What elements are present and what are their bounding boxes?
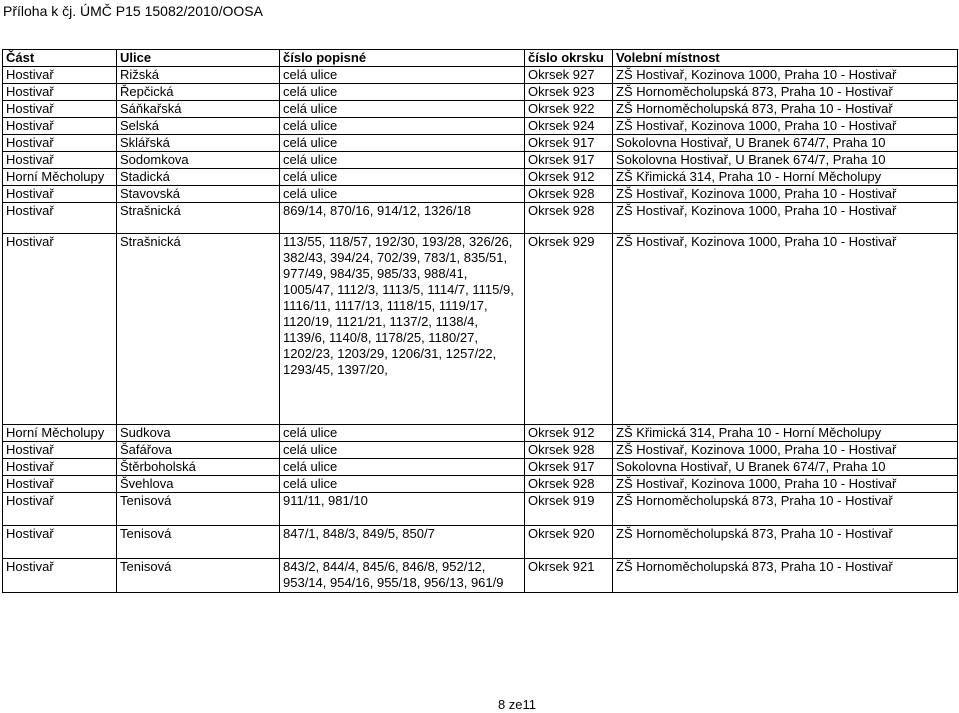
cell-volebni-mistnost: ZŠ Křimická 314, Praha 10 - Horní Měcholupy [613,425,958,442]
cell-cislo-okrsku: Okrsek 923 [525,84,613,101]
cell-cislo-okrsku: Okrsek 929 [525,234,613,425]
table-row [3,493,958,526]
cell-cast: Hostivař [3,186,117,203]
cell-cislo-popisne: celá ulice [280,476,525,493]
table-row [3,203,958,234]
table-row [3,135,958,152]
table-row [3,67,958,84]
cell-volebni-mistnost: ZŠ Hornoměcholupská 873, Praha 10 - Hostivař [613,526,958,559]
cell-ulice: Selská [117,118,280,135]
document-title: Příloha k čj. ÚMČ P15 15082/2010/OOSA [3,3,263,19]
polling-district-table [2,49,958,593]
table-row [3,559,958,593]
cell-cislo-okrsku: Okrsek 919 [525,493,613,526]
table-header-row [3,50,958,67]
cell-volebni-mistnost: Sokolovna Hostivař, U Branek 674/7, Praha 10 [613,152,958,169]
cell-cast: Horní Měcholupy [3,169,117,186]
table-row [3,476,958,493]
cell-cast: Hostivař [3,101,117,118]
cell-cast: Hostivař [3,234,117,425]
cell-cislo-okrsku: Okrsek 928 [525,186,613,203]
cell-cislo-okrsku: Okrsek 912 [525,169,613,186]
cell-cast: Hostivař [3,442,117,459]
table-row [3,459,958,476]
cell-volebni-mistnost: ZŠ Hostivař, Kozinova 1000, Praha 10 - Hostivař [613,442,958,459]
cell-volebni-mistnost: ZŠ Hostivař, Kozinova 1000, Praha 10 - Hostivař [613,476,958,493]
cell-cislo-okrsku: Okrsek 912 [525,425,613,442]
cell-ulice: Sklářská [117,135,280,152]
cell-volebni-mistnost: ZŠ Hornoměcholupská 873, Praha 10 - Hostivař [613,493,958,526]
table-row [3,425,958,442]
table-row [3,101,958,118]
cell-cislo-okrsku: Okrsek 928 [525,442,613,459]
cell-ulice: Tenisová [117,526,280,559]
cell-cislo-popisne: celá ulice [280,459,525,476]
cell-cislo-popisne: celá ulice [280,84,525,101]
cell-cislo-popisne: 843/2, 844/4, 845/6, 846/8, 952/12, 953/14, 954/16, 955/18, 956/13, 961/9 [280,559,525,593]
cell-ulice: Rižská [117,67,280,84]
cell-cast: Hostivař [3,152,117,169]
cell-cislo-popisne: celá ulice [280,152,525,169]
cell-cislo-popisne: 113/55, 118/57, 192/30, 193/28, 326/26, 382/43, 394/24, 702/39, 783/1, 835/51, 977/49, 984/35, 985/33, 988/41, 1005/47, 1112/3, 1113/5, 1114/7, 1115/9, 1116/11, 1117/13, 1118/15, 1119/17, 1120/19, 1121/21, 1137/2, 1138/4, 1139/6, 1140/8, 1178/25, 1180/27, 1202/23, 1203/29, 1206/31, 1257/22, 1293/45, 1397/20, [280,234,525,425]
cell-cislo-okrsku: Okrsek 927 [525,67,613,84]
cell-cislo-popisne: celá ulice [280,186,525,203]
cell-cislo-popisne: celá ulice [280,67,525,84]
cell-cast: Hostivař [3,493,117,526]
cell-cislo-popisne: 847/1, 848/3, 849/5, 850/7 [280,526,525,559]
cell-ulice: Řepčická [117,84,280,101]
cell-ulice: Strašnická [117,234,280,425]
cell-cast: Horní Měcholupy [3,425,117,442]
table-row [3,169,958,186]
header-volebni-mistnost: Volební místnost [613,50,958,67]
header-ulice: Ulice [117,50,280,67]
table-row [3,234,958,425]
header-cislo-popisne: číslo popisné [280,50,525,67]
cell-cislo-okrsku: Okrsek 928 [525,476,613,493]
cell-volebni-mistnost: ZŠ Hostivař, Kozinova 1000, Praha 10 - Hostivař [613,118,958,135]
cell-cislo-popisne: celá ulice [280,442,525,459]
cell-cislo-okrsku: Okrsek 921 [525,559,613,593]
cell-cislo-popisne: celá ulice [280,135,525,152]
cell-volebni-mistnost: ZŠ Hornoměcholupská 873, Praha 10 - Hostivař [613,559,958,593]
cell-cislo-popisne: celá ulice [280,169,525,186]
cell-ulice: Švehlova [117,476,280,493]
table-row [3,526,958,559]
cell-cast: Hostivař [3,135,117,152]
cell-ulice: Tenisová [117,559,280,593]
cell-ulice: Stavovská [117,186,280,203]
cell-ulice: Šafářova [117,442,280,459]
cell-cislo-okrsku: Okrsek 917 [525,152,613,169]
cell-ulice: Sáňkařská [117,101,280,118]
table-row [3,152,958,169]
page-number [0,698,959,712]
cell-volebni-mistnost: ZŠ Hostivař, Kozinova 1000, Praha 10 - Hostivař [613,234,958,425]
cell-ulice: Stadická [117,169,280,186]
cell-cislo-okrsku: Okrsek 924 [525,118,613,135]
cell-cast: Hostivař [3,559,117,593]
cell-cast: Hostivař [3,203,117,234]
cell-ulice: Sodomkova [117,152,280,169]
cell-cast: Hostivař [3,84,117,101]
cell-cislo-okrsku: Okrsek 920 [525,526,613,559]
cell-cislo-popisne: celá ulice [280,118,525,135]
cell-volebni-mistnost: ZŠ Hostivař, Kozinova 1000, Praha 10 - Hostivař [613,186,958,203]
cell-volebni-mistnost: ZŠ Hostivař, Kozinova 1000, Praha 10 - Hostivař [613,67,958,84]
cell-cast: Hostivař [3,476,117,493]
cell-cast: Hostivař [3,67,117,84]
cell-cislo-okrsku: Okrsek 928 [525,203,613,234]
cell-cislo-popisne: 911/11, 981/10 [280,493,525,526]
cell-volebni-mistnost: ZŠ Křimická 314, Praha 10 - Horní Měcholupy [613,169,958,186]
cell-volebni-mistnost: Sokolovna Hostivař, U Branek 674/7, Praha 10 [613,135,958,152]
cell-cislo-popisne: celá ulice [280,425,525,442]
cell-cislo-popisne: celá ulice [280,101,525,118]
header-cast: Část [3,50,117,67]
cell-volebni-mistnost: Sokolovna Hostivař, U Branek 674/7, Praha 10 [613,459,958,476]
cell-ulice: Strašnická [117,203,280,234]
cell-ulice: Štěrboholská [117,459,280,476]
cell-cast: Hostivař [3,118,117,135]
cell-cast: Hostivař [3,459,117,476]
cell-cislo-popisne: 869/14, 870/16, 914/12, 1326/18 [280,203,525,234]
cell-ulice: Tenisová [117,493,280,526]
cell-ulice: Sudkova [117,425,280,442]
cell-volebni-mistnost: ZŠ Hornoměcholupská 873, Praha 10 - Hostivař [613,101,958,118]
table-row [3,84,958,101]
cell-volebni-mistnost: ZŠ Hornoměcholupská 873, Praha 10 - Hostivař [613,84,958,101]
cell-cislo-okrsku: Okrsek 922 [525,101,613,118]
table-row [3,118,958,135]
table-row [3,442,958,459]
table-row [3,186,958,203]
header-cislo-okrsku: číslo okrsku [525,50,613,67]
cell-cast: Hostivař [3,526,117,559]
page-number-text: 8 ze11 [497,697,537,712]
cell-cislo-okrsku: Okrsek 917 [525,459,613,476]
cell-cislo-okrsku: Okrsek 917 [525,135,613,152]
cell-volebni-mistnost: ZŠ Hostivař, Kozinova 1000, Praha 10 - Hostivař [613,203,958,234]
